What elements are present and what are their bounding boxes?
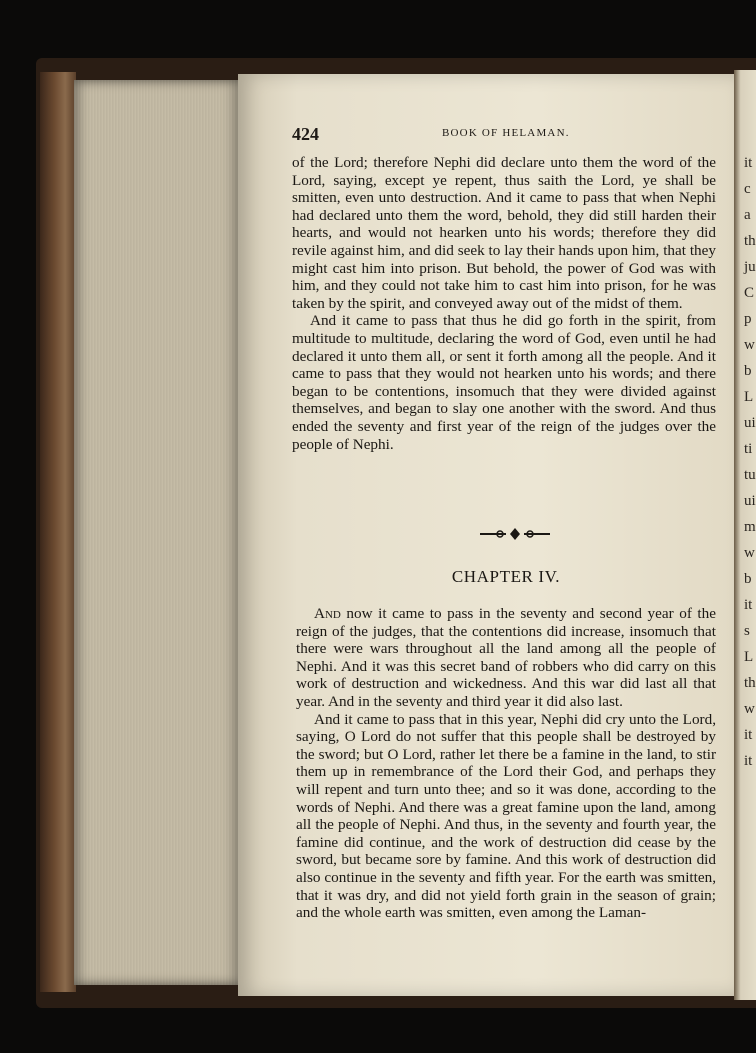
- paragraph: And it came to pass that in this year, Nephi did cry unto the Lord, saying, O Lord do not suffer that this people shall be destroyed by the sword; but O Lord, rather let there be a famine in the land, to stir them up in remembrance of the Lord their God, and perhaps they will repent and turn unto thee; and so it was done, according to the words of Nephi. And there was a great famine upon the land, among all the people of Nephi. And thus, in the seventy and fourth year, the famine did continue, and the work of destruction did cease by the sword, but became sore by famine. And this work of destruction did also continue in the seventy and fifth year. For the earth was smitten, that it was dry, and did not yield forth grain in the season of grain; and the whole earth was smitten, even among the Laman-: [296, 710, 716, 922]
- ornament-divider-icon: [470, 526, 560, 542]
- running-head: BOOK OF HELAMAN.: [442, 127, 570, 139]
- facing-page-letter: m: [744, 519, 756, 535]
- facing-page-letter: it: [744, 155, 753, 171]
- paragraph: of the Lord; therefore Nephi did declare unto them the word of the Lord, saying, except ye repent, thus saith the Lord, ye shall be smitten, even unto destruction. And it came to pass that when Nephi had declared unto them the word, behold, they did still harden their hearts, and would not hearken unto his words; therefore they did revile against him, and did seek to lay their hands upon him, that they might cast him into prison. But behold, the power of God was with him, and they could not take him to cast him into prison, for he was taken by the spirit, and conveyed away out of the midst of them.: [292, 154, 716, 312]
- paragraph: [296, 605, 716, 711]
- facing-page-letter: a: [744, 207, 751, 223]
- book-spine-edge: [40, 72, 76, 992]
- facing-page-letter: ui: [744, 415, 756, 431]
- facing-page-letter: th: [744, 675, 756, 691]
- facing-page-letters: [744, 150, 756, 774]
- facing-page-letter: s: [744, 623, 750, 639]
- section-1-text: [292, 154, 716, 453]
- drop-word: And: [314, 605, 341, 622]
- facing-page-letter: p: [744, 311, 752, 327]
- facing-page-letter: tu: [744, 467, 756, 483]
- paragraph: And it came to pass that thus he did go forth in the spirit, from multitude to multitude, declaring the word of God, even until he had declared it unto them all, or sent it forth among all the people. And it came to pass that they would not hearken unto his words; and there began to be contentions, insomuch that they were divided against themselves, and began to slay one another with the sword. And thus ended the seventy and first year of the reign of the judges over the people of Nephi.: [292, 312, 716, 453]
- facing-page-letter: L: [744, 649, 754, 665]
- facing-page-letter: th: [744, 233, 756, 249]
- facing-page-letter: ti: [744, 441, 753, 457]
- page-number: 424: [292, 124, 319, 144]
- facing-page-letter: it: [744, 597, 753, 613]
- facing-page-letter: it: [744, 727, 753, 743]
- facing-page-letter: L: [744, 389, 754, 405]
- paragraph-rest: now it came to pass in the seventy and second year of the reign of the judges, that the contentions did increase, insomuch that there were wars throughout all the land among all the people of Nephi. And it was this secret band of robbers who did carry on this work of destruction and wickedness. And this war did last all that year. And in the seventy and third year it did also last.: [296, 605, 716, 710]
- section-2-text: [296, 605, 716, 922]
- facing-page-letter: b: [744, 363, 752, 379]
- facing-page-letter: it: [744, 753, 753, 769]
- facing-page-letter: w: [744, 701, 755, 717]
- facing-page-letter: C: [744, 285, 755, 301]
- facing-page-letter: w: [744, 337, 755, 353]
- facing-page-edge: [734, 70, 756, 1000]
- facing-page-letter: b: [744, 571, 752, 587]
- facing-page-letter: ui: [744, 493, 756, 509]
- facing-page-letter: w: [744, 545, 755, 561]
- facing-page-letter: ju: [744, 259, 756, 275]
- page-header: [292, 124, 712, 146]
- facing-page-letter: c: [744, 181, 751, 197]
- chapter-title: CHAPTER IV.: [451, 567, 561, 586]
- page-stack-edge: [74, 80, 242, 985]
